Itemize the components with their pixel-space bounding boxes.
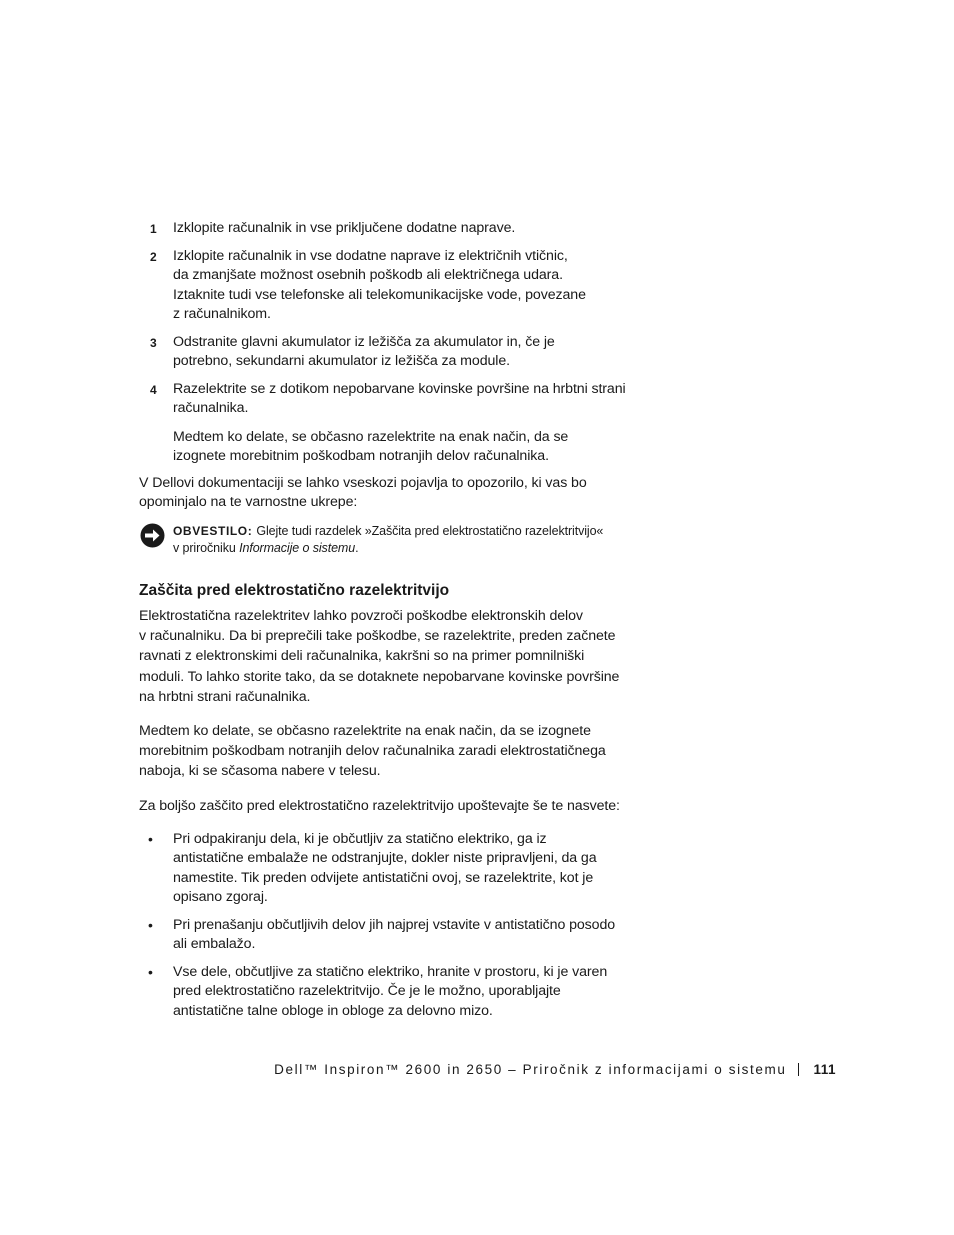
paragraph-line: moduli. To lahko storite tako, da se dotaknete nepobarvane kovinske površine (139, 668, 620, 685)
step-note (139, 428, 634, 467)
step-number: 2 (150, 249, 157, 264)
paragraph-line: naboja, ki se sčasoma nabere v telesu. (139, 763, 381, 780)
bullet-line: antistatične talne obloge in obloge za delovno mizo. (173, 1002, 493, 1019)
bullet-line: opisano zgoraj. (173, 889, 268, 906)
paragraph-line: v računalniku. Da bi preprečili take poškodbe, se razelektrite, preden začnete (139, 628, 616, 645)
step-note-line: izognete morebitnim poškodbam notranjih delov računalnika. (173, 448, 549, 464)
bullet-line: antistatične embalaže ne odstranjujte, dokler niste pripravljeni, da ga (173, 850, 597, 867)
step-text-line: Razelektrite se z dotikom nepobarvane kovinske površine na hrbtni strani (173, 380, 626, 397)
paragraph-line: ravnati z elektronskimi deli računalnika, kakršni so na primer pomnilniški (139, 648, 585, 665)
bullet-line: pred elektrostatično razelektritvijo. Če je le možno, uporabljajte (173, 983, 561, 1000)
bullet-item-1 (139, 830, 634, 908)
intro-paragraph (139, 474, 634, 513)
section-heading: Zaščita pred elektrostatično razelektritvijo (139, 581, 450, 599)
step-4 (139, 380, 634, 419)
step-text-line: Odstranite glavni akumulator iz ležišča za akumulator in, če je (173, 333, 555, 350)
paragraph-line: Elektrostatična razelektritev lahko povzroči poškodbe elektronskih delov (139, 608, 583, 624)
intro-line: opominjalo na te varnostne ukrepe: (139, 494, 358, 510)
bullet-item-2 (139, 916, 634, 955)
step-text-line: Izklopite računalnik in vse priključene dodatne naprave. (173, 220, 516, 236)
step-3 (139, 333, 634, 372)
step-1 (139, 219, 634, 239)
notice-arrow-icon (140, 523, 165, 548)
bullet-dot: • (148, 830, 153, 847)
intro-line: V Dellovi dokumentaciji se lahko vseskozi pojavlja to opozorilo, ki vas bo (139, 474, 587, 491)
paragraph-line: na hrbtni strani računalnika. (139, 688, 311, 705)
footer-title: Dell™ Inspiron™ 2600 in 2650 – Priročnik z informacijami o sistemu (274, 1062, 787, 1077)
step-2 (139, 247, 634, 325)
notice-box (139, 523, 634, 557)
notice-label: OBVESTILO: (173, 523, 253, 538)
bullet-line: namestite. Tik preden odvijete antistatični ovoj, se razelektrite, kot je (173, 869, 594, 886)
step-text-line: z računalnikom. (173, 306, 271, 322)
notice-line-2 (173, 540, 634, 557)
step-number: 3 (150, 335, 157, 350)
bullet-line: Pri odpakiranju dela, ki je občutljiv za statično elektriko, ga iz (173, 830, 547, 847)
notice-text-prefix: v priročniku (173, 540, 240, 555)
notice-text-suffix: . (355, 540, 359, 555)
page-content (139, 219, 634, 1029)
bullet-line: Pri prenašanju občutljivih delov jih najprej vstavite v antistatično posodo (173, 916, 616, 933)
step-note-line: Medtem ko delate, se občasno razelektrite na enak način, da se (173, 428, 569, 445)
step-text-line: Izklopite računalnik in vse dodatne naprave iz električnih vtičnic, (173, 247, 568, 264)
bullet-dot: • (148, 916, 153, 933)
bullet-line: Vse dele, občutljive za statično elektriko, hranite v prostoru, ki je varen (173, 963, 608, 980)
step-number: 1 (150, 222, 157, 236)
page-footer (274, 1062, 836, 1077)
section-paragraph-1 (139, 606, 634, 707)
step-number: 4 (150, 382, 157, 397)
section-paragraph-2 (139, 721, 634, 782)
notice-manual-title: Informacije o sistemu (239, 540, 356, 555)
step-text-line: računalnika. (173, 400, 249, 416)
notice-line-1 (173, 523, 634, 540)
paragraph-line: morebitnim poškodbam notranjih delov računalnika zaradi elektrostatičnega (139, 743, 606, 760)
paragraph-line: Medtem ko delate, se občasno razelektrite na enak način, da se izognete (139, 723, 591, 740)
bullet-dot: • (148, 963, 153, 980)
step-text-line: potrebno, sekundarni akumulator iz ležišča za module. (173, 353, 510, 369)
notice-text: Glejte tudi razdelek »Zaščita pred elektrostatično razelektritvijo« (256, 523, 604, 538)
step-text-line: da zmanjšate možnost osebnih poškodb ali električnega udara. (173, 267, 563, 283)
step-text-line: Iztaknite tudi vse telefonske ali telekomunikacijske vode, povezane (173, 286, 586, 303)
paragraph-line: Za boljšo zaščito pred elektrostatično razelektritvijo upoštevajte še te nasvete: (139, 797, 620, 814)
page-number: 111 (813, 1062, 836, 1077)
footer-separator (798, 1063, 799, 1076)
bullet-item-3 (139, 963, 634, 1022)
section-paragraph-3 (139, 796, 634, 816)
bullet-line: ali embalažo. (173, 936, 256, 953)
